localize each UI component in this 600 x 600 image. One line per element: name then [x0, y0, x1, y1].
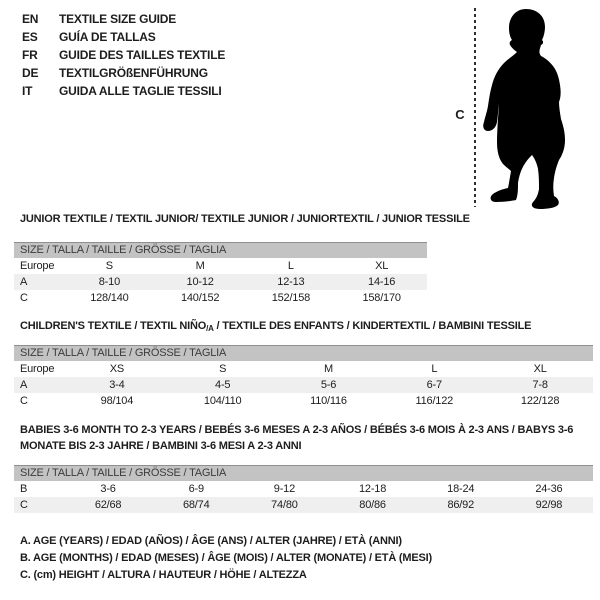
language-row [22, 10, 225, 28]
section-title-babies: BABIES 3-6 MONTH TO 2-3 YEARS / BEBÉS 3-6 MESES A 2-3 AÑOS / BÉBÉS 3-6 MOIS À 2-3 ANS / BABYS 3-6 MONATE BIS 2-3 JAHRE / BAMBINI 3-6 MESI A 2-3 ANNI [20, 424, 574, 452]
row-label: C [20, 292, 28, 304]
cell: S [219, 363, 227, 375]
cell: 3-4 [109, 379, 125, 391]
language-code: FR [22, 48, 38, 62]
language-title: GUIDE DES TAILLES TEXTILE [59, 48, 226, 62]
cell: 152/158 [271, 292, 311, 304]
cell: S [105, 260, 113, 272]
row-label: A [20, 276, 28, 288]
cell: L [287, 260, 294, 272]
table-header-size: SIZE / TALLA / TAILLE / GRÖSSE / TAGLIA [14, 242, 427, 258]
cell: 18-24 [447, 483, 475, 495]
children-size-table [14, 345, 593, 409]
table-row [14, 377, 593, 393]
cell: XL [533, 363, 547, 375]
cell: 116/122 [415, 395, 454, 407]
table-row [14, 497, 593, 513]
cell: 62/68 [94, 499, 122, 511]
language-title: GUÍA DE TALLAS [59, 30, 156, 44]
babies-size-table [14, 465, 593, 513]
cell: 104/110 [203, 395, 242, 407]
row-label: A [20, 379, 28, 391]
cell: 122/128 [520, 395, 560, 407]
cell: 6-9 [188, 483, 204, 495]
cell: XS [109, 363, 125, 375]
cell: 140/152 [180, 292, 220, 304]
table-row [14, 393, 593, 409]
table-row [14, 290, 427, 306]
cell: XL [375, 260, 389, 272]
cell: 14-16 [368, 276, 396, 288]
table-row [14, 481, 593, 497]
cell: M [324, 363, 333, 375]
language-row [22, 46, 225, 64]
cell: 68/74 [182, 499, 210, 511]
cell: 12-13 [277, 276, 305, 288]
cell: 12-18 [359, 483, 387, 495]
table-header-size: SIZE / TALLA / TAILLE / GRÖSSE / TAGLIA [14, 345, 593, 361]
cell: 110/116 [310, 395, 347, 407]
language-title: TEXTILE SIZE GUIDE [59, 12, 177, 26]
junior-size-table [14, 242, 427, 306]
cell: 7-8 [532, 379, 548, 391]
cell: 3-6 [100, 483, 116, 495]
language-row [22, 64, 225, 82]
section-title-subscript: /A [206, 324, 214, 333]
language-title: TEXTILGRÖßENFÜHRUNG [59, 66, 208, 80]
cell: 86/92 [447, 499, 474, 511]
language-code: ES [22, 30, 38, 44]
table-row [14, 274, 427, 290]
section-title-part: / TEXTILE DES ENFANTS / KINDERTEXTIL / BAMBINI TESSILE [213, 320, 532, 332]
language-title: GUIDA ALLE TAGLIE TESSILI [59, 84, 222, 98]
cell: 80/86 [359, 499, 386, 511]
language-code: IT [22, 84, 33, 98]
table-row [14, 258, 427, 274]
language-code: EN [22, 12, 39, 26]
height-measure-dashed-line [474, 8, 476, 207]
cell: 10-12 [186, 276, 214, 288]
cell: 5-6 [320, 379, 337, 391]
footnotes [20, 533, 432, 584]
language-row [22, 28, 225, 46]
toddler-silhouette-icon [480, 0, 570, 212]
footnote-a: A. AGE (YEARS) / EDAD (AÑOS) / ÂGE (ANS) / ALTER (JAHRE) / ETÀ (ANNI) [20, 535, 402, 547]
footnote-c: C. (cm) HEIGHT / ALTURA / HAUTEUR / HÖHE / ALTEZZA [20, 569, 307, 581]
row-label: Europe [20, 260, 55, 272]
row-label: C [20, 499, 28, 511]
cell: L [431, 363, 438, 375]
language-row [22, 82, 225, 100]
cell: 128/140 [90, 292, 129, 304]
cell: 92/98 [535, 499, 563, 511]
height-measure-label: C [455, 107, 465, 122]
cell: 6-7 [426, 379, 442, 391]
section-title-junior: JUNIOR TEXTILE / TEXTIL JUNIOR/ TEXTILE JUNIOR / JUNIORTEXTIL / JUNIOR TESSILE [20, 213, 470, 225]
language-code: DE [22, 66, 39, 80]
cell: 9-12 [273, 483, 296, 495]
cell: 158/170 [362, 292, 401, 304]
cell: 74/80 [271, 499, 298, 511]
footnote-b: B. AGE (MONTHS) / EDAD (MESES) / ÂGE (MOIS) / ALTER (MONATE) / ETÀ (MESI) [20, 552, 432, 564]
row-label: C [20, 395, 28, 407]
row-label: B [20, 483, 28, 495]
cell: 24-36 [535, 483, 563, 495]
cell: 98/104 [100, 395, 134, 407]
language-list [22, 10, 225, 100]
section-title-children [20, 318, 531, 337]
row-label: Europe [20, 363, 55, 375]
cell: 4-5 [215, 379, 231, 391]
cell: M [195, 260, 205, 272]
section-title-part: CHILDREN'S TEXTILE / TEXTIL NIÑO [20, 320, 207, 332]
table-row [14, 361, 593, 377]
cell: 8-10 [98, 276, 120, 288]
table-header-size: SIZE / TALLA / TAILLE / GRÖSSE / TAGLIA [14, 465, 593, 481]
